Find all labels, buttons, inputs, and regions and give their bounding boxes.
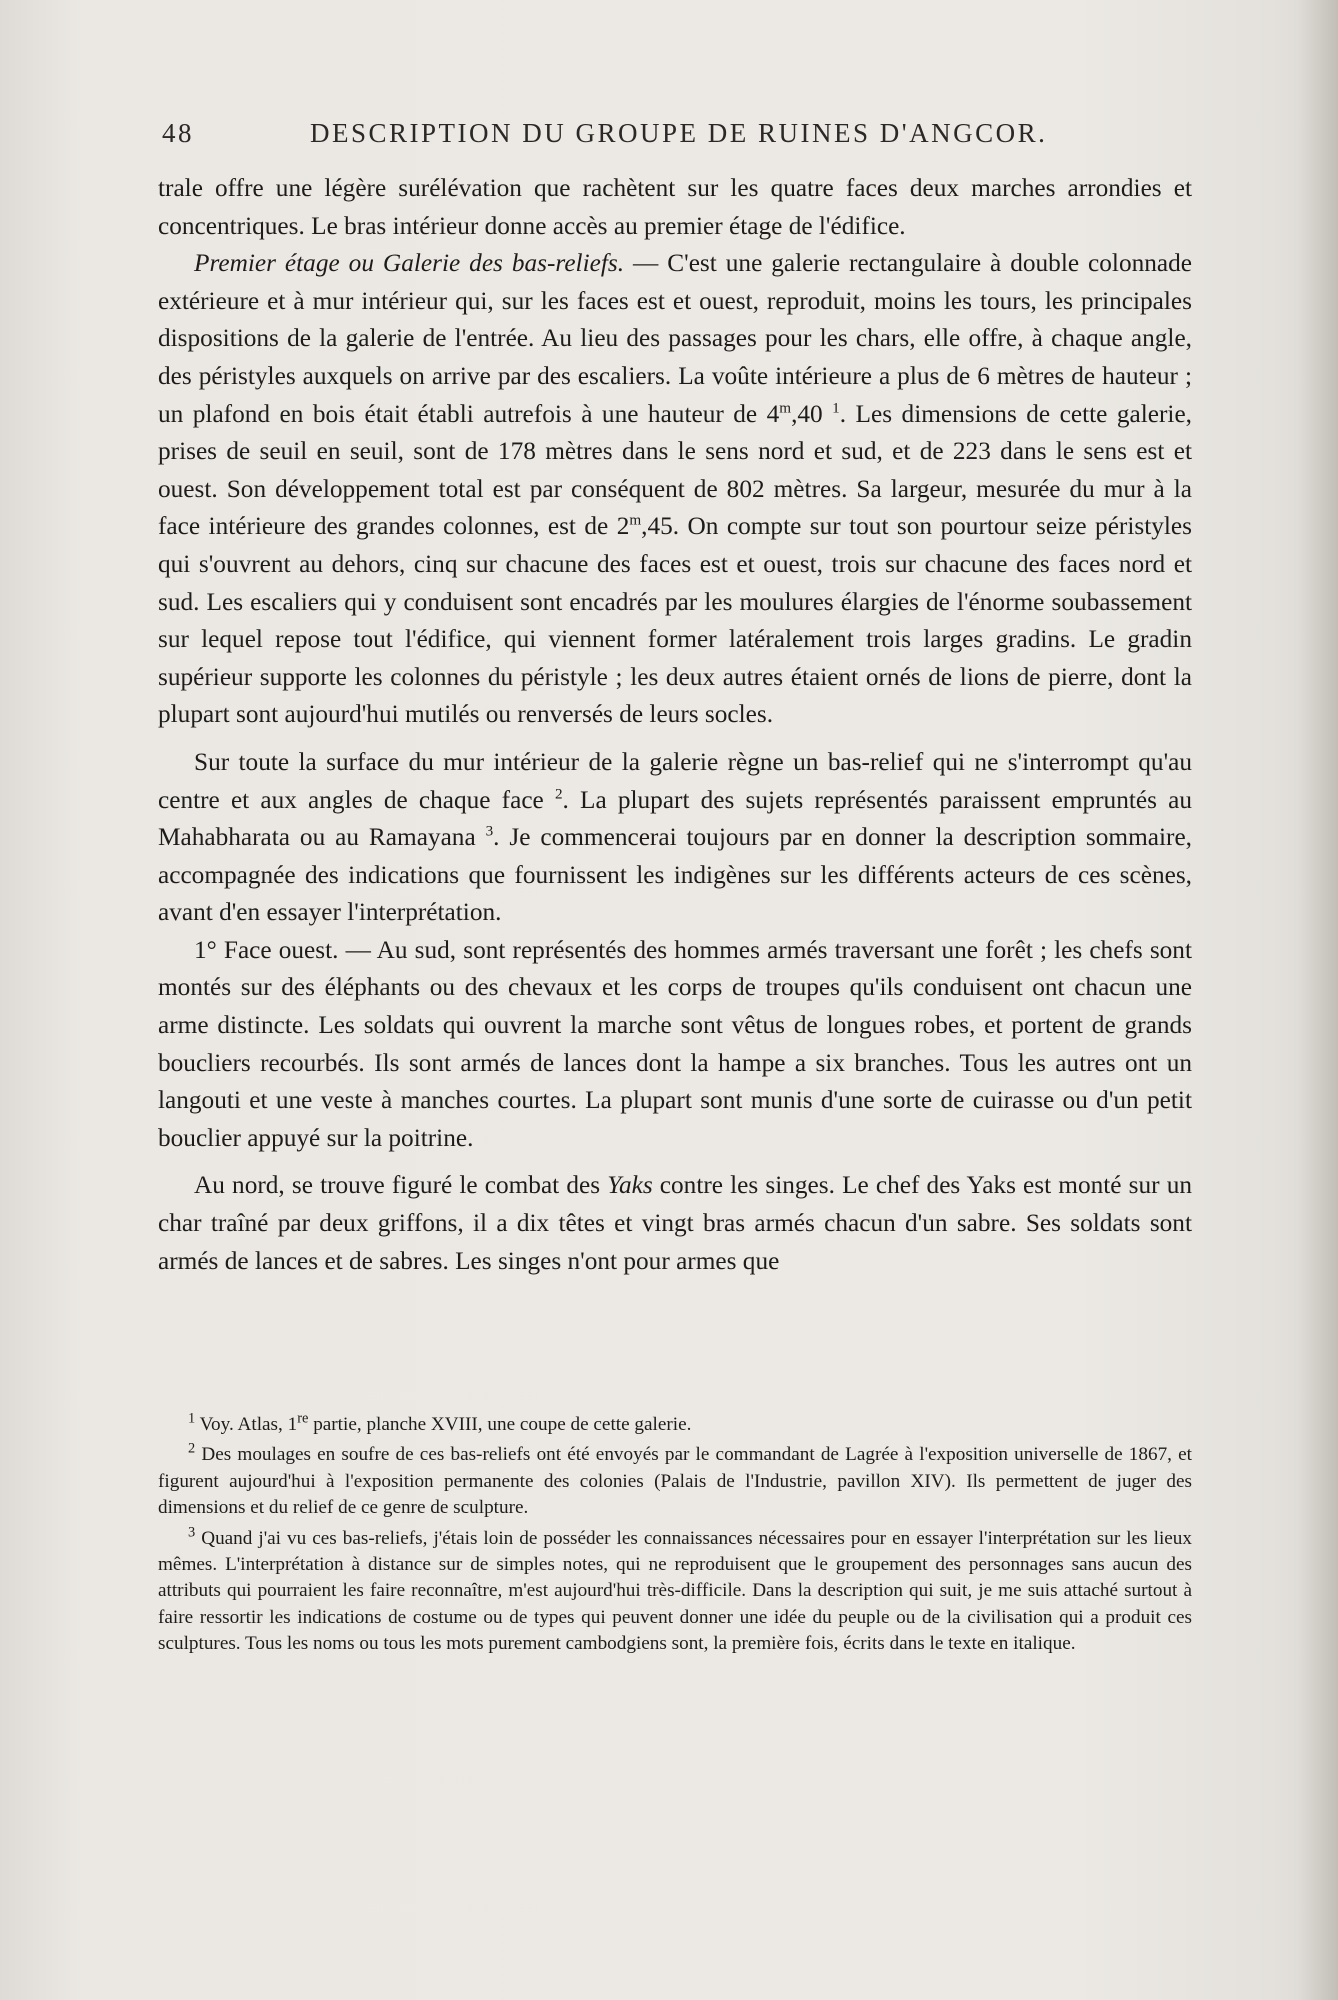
- footnote-3: $^3$ Quand j'ai vu ces bas-reliefs, j'étais loin de posséder les connaissances nécessaires pour en essayer l'interprétation sur les lieux mêmes. L'interprétation à distance sur de simples notes, qui ne reproduisent que le groupement des personnages sans aucun des attributs qui pourraient les faire reconnaître, m'est aujourd'hui très-difficile. Dans la description qui suit, je me suis attaché surtout à faire ressortir les indications de costume ou de types qui peuvent donner une idée du peuple ou de la civilisation qui a produit ces sculptures. Tous les noms ou tous les mots purement cambodgiens sont, la première fois, écrits dans le texte en italique.: [158, 1524, 1192, 1655]
- running-title: DESCRIPTION DU GROUPE DE RUINES D'ANGCOR.: [310, 118, 1048, 148]
- paragraph-premier-etage: Premier étage ou Galerie des bas-reliefs. — C'est une galerie rectangulaire à double colonnade extérieure et à mur intérieur qui, sur les faces est et ouest, reproduit, moins les tours, les principales dispositions de la galerie de l'entrée. Au lieu des passages pour les chars, elle offre, à chaque angle, des péristyles auxquels on arrive par des escaliers. La voûte intérieure a plus de 6 mètres de hauteur ; un plafond en bois était établi autrefois à une hauteur de 4$^m$,40 $^1$. Les dimensions de cette galerie, prises de seuil en seuil, sont de 178 mètres dans le sens nord et sud, et de 223 dans le sens est et ouest. Son développement total est par conséquent de 802 mètres. Sa largeur, mesurée du mur à la face intérieure des grandes colonnes, est de 2$^m$,45. On compte sur tout son pourtour seize péristyles qui s'ouvrent au dehors, cinq sur chacune des faces est et ouest, trois sur chacune des faces nord et sud. Les escaliers qui y conduisent sont encadrés par les moulures élargies de l'énorme soubassement sur lequel repose tout l'édifice, qui viennent former latéralement trois larges gradins. Le gradin supérieur supporte les colonnes du péristyle ; les deux autres étaient ornés de lions de pierre, dont la plupart sont aujourd'hui mutilés ou renversés de leurs socles.: [158, 249, 1192, 729]
- paragraph-bas-relief: Sur toute la surface du mur intérieur de la galerie règne un bas-relief qui ne s'interrompt qu'au centre et aux angles de chaque face $^2$. La plupart des sujets représentés paraissent empruntés au Mahabharata ou au Ramayana $^3$. Je commencerai toujours par en donner la description sommaire, accompagnée des indications que fournissent les indigènes sur les différents acteurs de ces scènes, avant d'en essayer l'interprétation.: [158, 747, 1192, 927]
- main-text: [158, 170, 1192, 1280]
- page-header: [162, 118, 1192, 158]
- page-gutter-shadow: [1298, 0, 1338, 2000]
- page-number: 48: [162, 118, 194, 148]
- footnote-1: $^1$ Voy. Atlas, 1re partie, planche XVIII, une coupe de cette galerie.: [188, 1410, 692, 1435]
- section-title: Premier étage ou Galerie des bas-reliefs.: [194, 249, 625, 278]
- footnote-2: $^2$ Des moulages en soufre de ces bas-reliefs ont été envoyés par le commandant de Lagrée à l'exposition universelle de 1867, et figurent aujourd'hui à l'exposition permanente des colonies (Palais de l'Industrie, pavillon XIV). Ils permettent de juger des dimensions et du relief de ce genre de sculpture.: [158, 1441, 1192, 1519]
- footnote-ref-3: 3: [485, 822, 494, 840]
- paragraph-continuation: trale offre une légère surélévation que rachètent sur les quatre faces deux marches arrondies et concentriques. Le bras intérieur donne accès au premier étage de l'édifice.: [158, 174, 1192, 240]
- paragraph-combat-yaks: Au nord, se trouve figuré le combat des Yaks contre les singes. Le chef des Yaks est monté sur un char traîné par deux griffons, il a dix têtes et vingt bras armés chacun d'un sabre. Ses soldats sont armés de lances et de sabres. Les singes n'ont pour armes que: [158, 1171, 1192, 1275]
- paragraph-face-ouest: 1° Face ouest. — Au sud, sont représentés des hommes armés traversant une forêt ; les chefs sont montés sur des éléphants ou des chevaux et les corps de troupes qu'ils conduisent ont chacun une arme distincte. Les soldats qui ouvrent la marche sont vêtus de longues robes, et portent de grands boucliers recourbés. Ils sont armés de lances dont la hampe a six branches. Tous les autres ont un langouti et une veste à manches courtes. La plupart sont munis d'une sorte de cuirasse ou d'un petit bouclier appuyé sur la poitrine.: [158, 935, 1192, 1152]
- footnote-ref-2: 2: [554, 785, 563, 803]
- footnote-ref-1: 1: [832, 399, 840, 417]
- footnotes: [158, 1412, 1192, 1662]
